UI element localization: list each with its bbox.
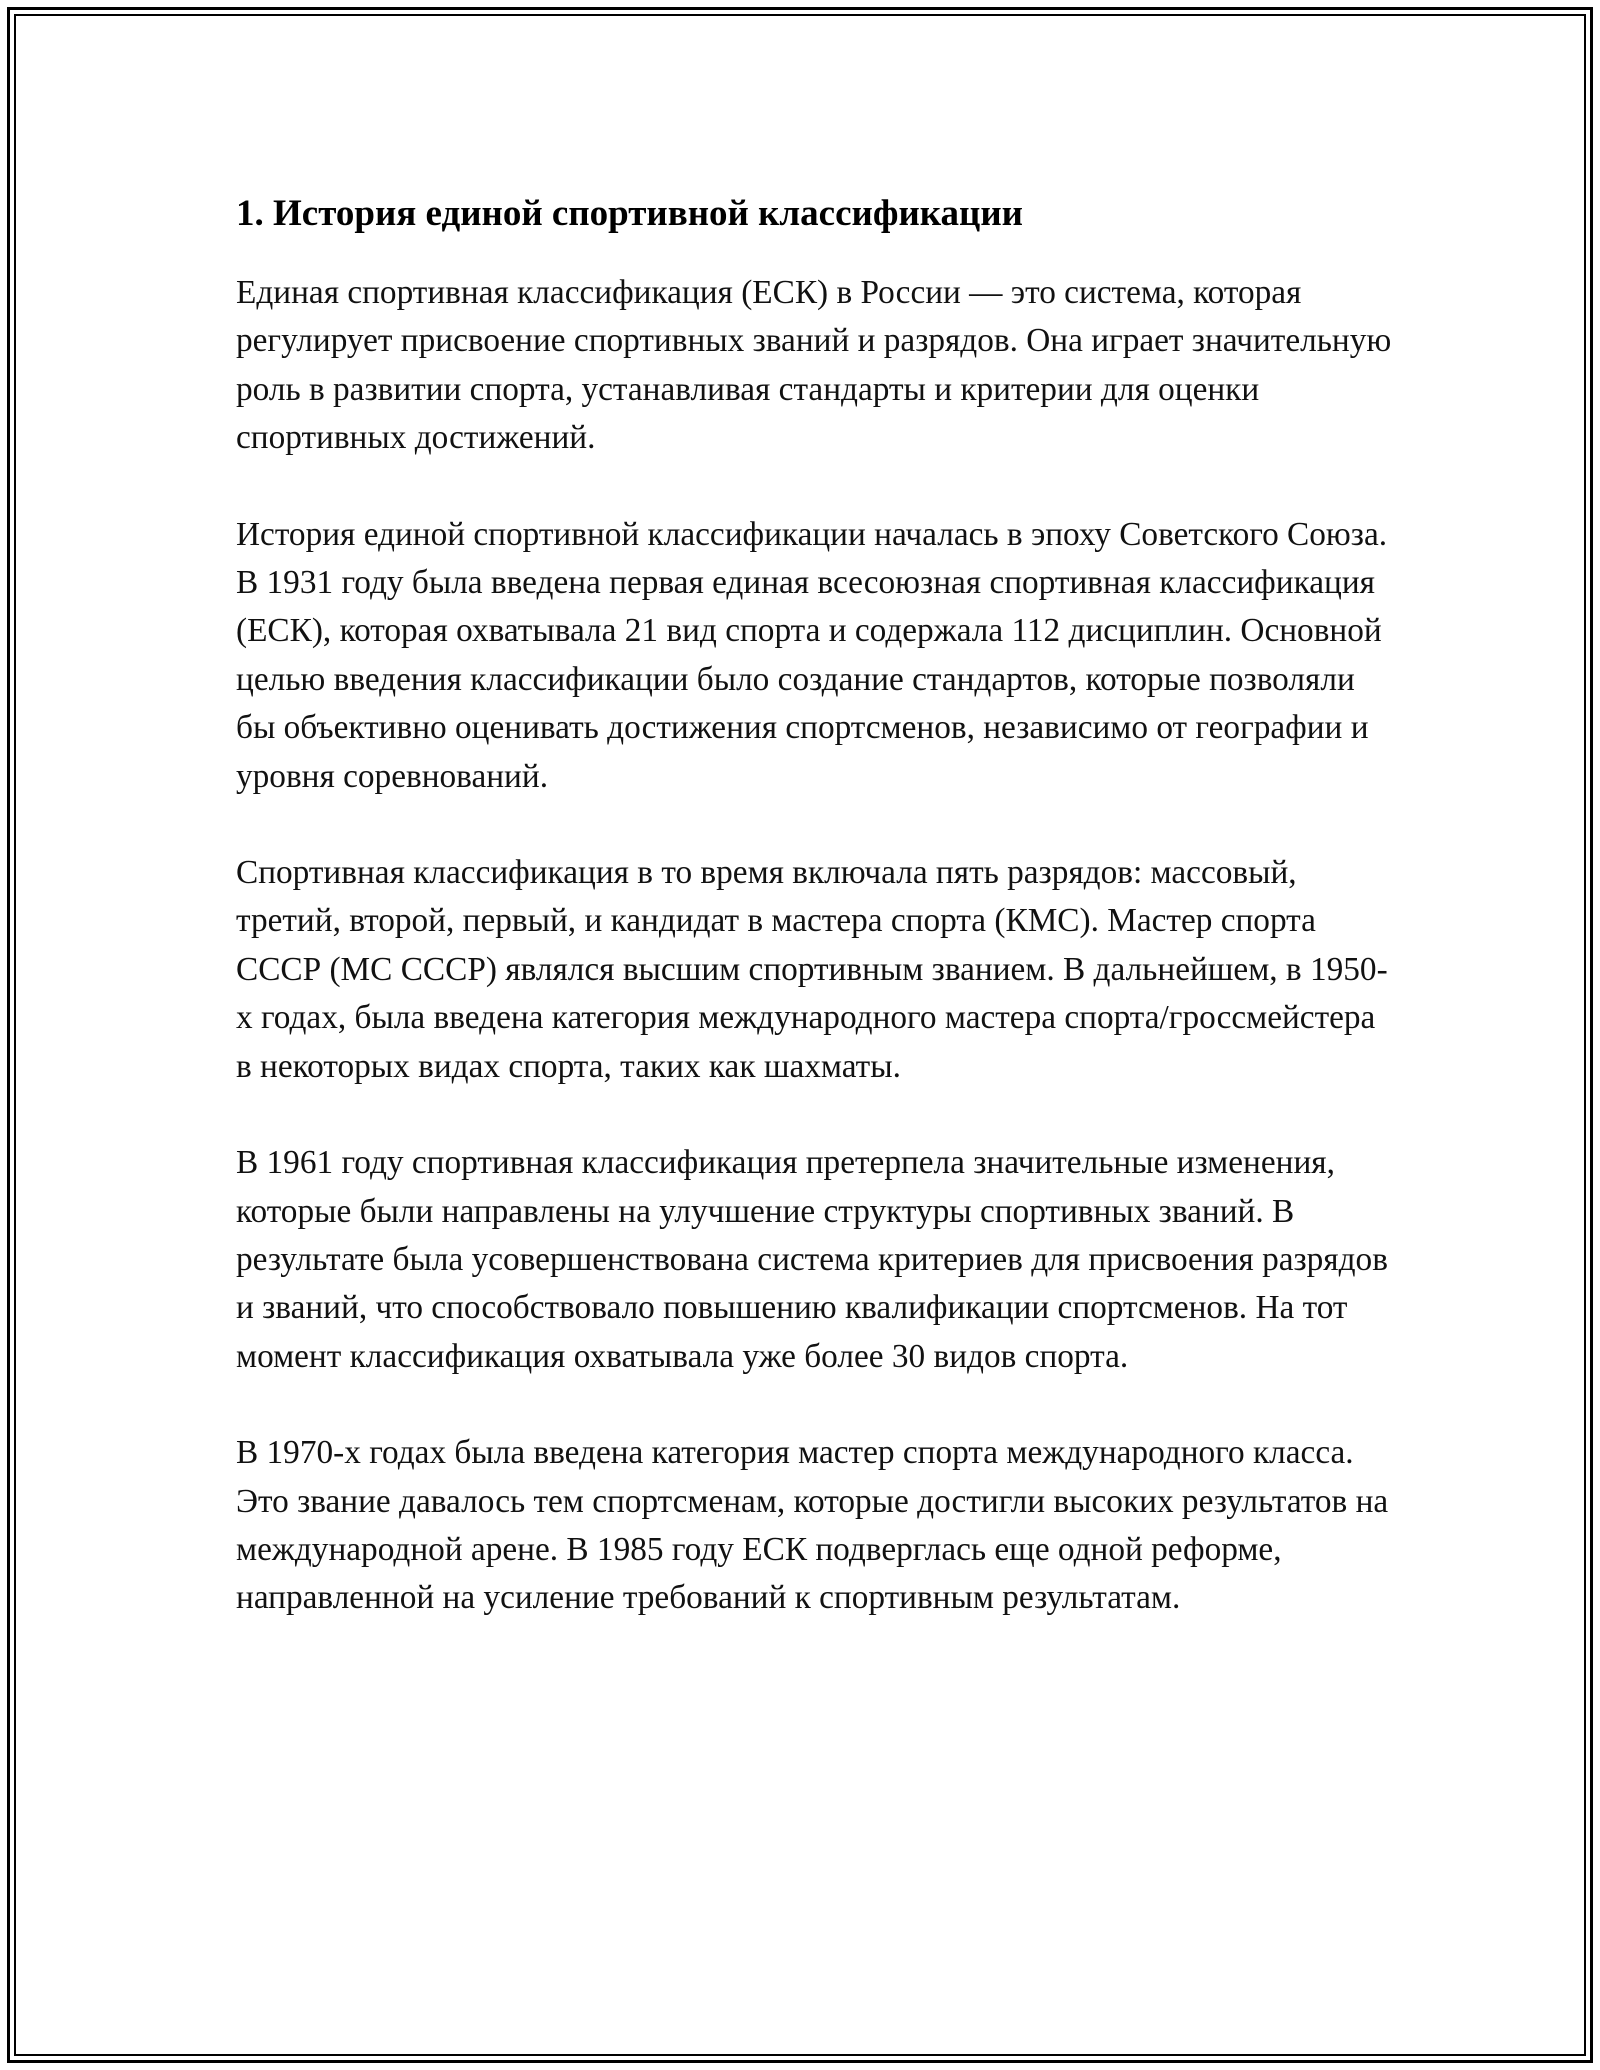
paragraph-ranks: Спортивная классификация в то время включала пять разрядов: массовый, третий, второй, первый, и кандидат в мастера спорта (КМС). Мастер спорта СССР (МС СССР) являлся высшим спортивным званием. В дальнейшем, в 1950-х годах, была введена категория международного мастера спорта/гроссмейстера в некоторых видах спорта, таких как шахматы. (236, 854, 1388, 1085)
paragraph-1970s-1985: В 1970-х годах была введена категория мастер спорта международного класса. Это звание давалось тем спортсменам, которые достигли высоких результатов на международной арене. В 1985 году ЕСК подверглась еще одной реформе, направленной на усиление требований к спортивным результатам. (236, 1434, 1389, 1617)
section-heading: 1. История единой спортивной классификации (236, 193, 1023, 234)
paragraph-soviet-origins: История единой спортивной классификации началась в эпоху Советского Союза. В 1931 году была введена первая единая всесоюзная спортивная классификация (ЕСК), которая охватывала 21 вид спорта и содержала 112 дисциплин. Основной целью введения классификации было создание стандартов, которые позволяли бы объективно оценивать достижения спортсменов, независимо от географии и уровня соревнований. (236, 515, 1388, 795)
document-body (236, 190, 1396, 1623)
paragraph-1961-reform: В 1961 году спортивная классификация претерпела значительные изменения, которые были направлены на улучшение структуры спортивных званий. В результате была усовершенствована система критериев для присвоения разрядов и званий, что способствовало повышению квалификации спортсменов. На тот момент классификация охватывала уже более 30 видов спорта. (236, 1144, 1388, 1375)
paragraph-intro: Единая спортивная классификация (ЕСК) в России — это система, которая регулирует присвоение спортивных званий и разрядов. Она играет значительную роль в развитии спорта, устанавливая стандарты и критерии для оценки спортивных достижений. (236, 274, 1392, 457)
